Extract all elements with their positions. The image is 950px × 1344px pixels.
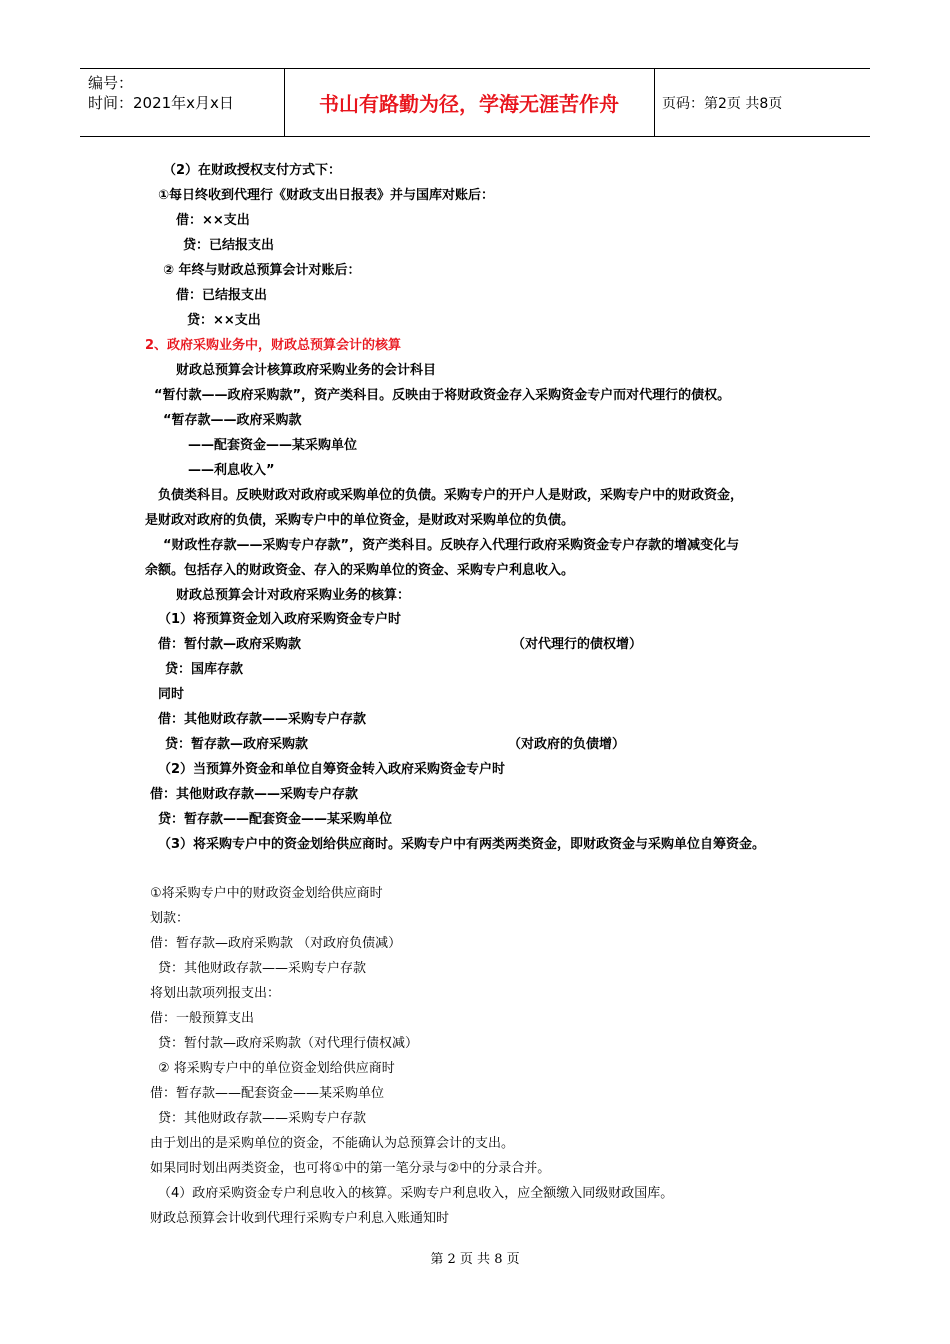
text-line: 贷：暂存款—政府采购款 <box>165 737 309 752</box>
header-meta <box>88 73 234 113</box>
text-line: 划款： <box>150 911 190 926</box>
text-line: 贷：其他财政存款——采购专户存款 <box>158 961 367 976</box>
text-line: 财政总预算会计收到代理行采购专户利息入账通知时 <box>150 1211 450 1226</box>
text-line: 贷：暂存款——配套资金——某采购单位 <box>158 812 393 827</box>
text-line: “财政性存款——采购专户存款”，资产类科目。反映存入代理行政府采购资金专户存款的增减变化与 <box>163 538 740 553</box>
text-line: （2）在财政授权支付方式下： <box>163 163 342 178</box>
note: （对政府的负债增） <box>508 737 626 752</box>
page-footer: 第 2 页 共 8 页 <box>430 1252 520 1267</box>
date-label: 时间：2021年x月x日 <box>88 94 234 112</box>
text-line: 借：一般预算支出 <box>150 1011 255 1026</box>
page-label: 页码：第2页 共8页 <box>662 96 783 112</box>
text-line: ——利息收入” <box>188 463 275 478</box>
text-line: 借：已结报支出 <box>176 288 268 303</box>
text-line: “暂存款——政府采购款 <box>163 413 302 428</box>
number-label: 编号： <box>88 74 134 92</box>
text-line: ② 年终与财政总预算会计对账后： <box>163 263 361 278</box>
text-line: 财政总预算会计核算政府采购业务的会计科目 <box>176 363 437 378</box>
text-line: 负债类科目。反映财政对政府或采购单位的负债。采购专户的开户人是财政，采购专户中的财政资金， <box>158 488 744 503</box>
text-line: ② 将采购专户中的单位资金划给供应商时 <box>158 1061 395 1076</box>
text-line: 贷：国库存款 <box>165 662 244 677</box>
text-line: 由于划出的是采购单位的资金，不能确认为总预算会计的支出。 <box>150 1136 515 1151</box>
document-header <box>80 68 870 137</box>
text-line: 余额。包括存入的财政资金、存入的采购单位的资金、采购专户利息收入。 <box>145 563 575 578</box>
text-line: （4）政府采购资金专户利息收入的核算。采购专户利息收入，应全额缴入同级财政国库。 <box>158 1186 674 1201</box>
text-line: 将划出款项列报支出： <box>150 986 281 1001</box>
text-line: 借：××支出 <box>176 213 250 228</box>
text-line: 借：其他财政存款——采购专户存款 <box>158 712 367 727</box>
note: （对代理行的债权增） <box>512 637 643 652</box>
text-line: ①每日终收到代理行《财政支出日报表》并与国库对账后： <box>158 188 495 203</box>
text-line: ①将采购专户中的财政资金划给供应商时 <box>150 886 383 901</box>
text-line: （3）将采购专户中的资金划给供应商时。采购专户中有两类两类资金，即财政资金与采购单位自筹资金。 <box>158 837 766 852</box>
text-line: 如果同时划出两类资金，也可将①中的第一笔分录与②中的分录合并。 <box>150 1161 551 1176</box>
text-line: 借：暂存款——配套资金——某采购单位 <box>150 1086 385 1101</box>
text-line: 是财政对政府的负债，采购专户中的单位资金，是财政对采购单位的负债。 <box>145 513 575 528</box>
text-line: 贷：其他财政存款——采购专户存款 <box>158 1111 367 1126</box>
section-heading: 2、政府采购业务中，财政总预算会计的核算 <box>145 338 402 353</box>
text-line: 借：其他财政存款——采购专户存款 <box>150 787 359 802</box>
text-line: （2）当预算外资金和单位自筹资金转入政府采购资金专户时 <box>158 762 506 777</box>
header-divider <box>654 69 655 136</box>
text-line: 贷：已结报支出 <box>183 238 275 253</box>
text-line: 贷：××支出 <box>187 313 261 328</box>
text-line: 财政总预算会计对政府采购业务的核算： <box>176 588 411 603</box>
text-line: 贷：暂付款—政府采购款（对代理行债权减） <box>158 1036 419 1051</box>
text-line: （1）将预算资金划入政府采购资金专户时 <box>158 612 402 627</box>
text-line: 借：暂存款—政府采购款 （对政府负债减） <box>150 936 402 951</box>
text-line: ——配套资金——某采购单位 <box>188 438 358 453</box>
text-line: “暂付款——政府采购款”，资产类科目。反映由于将财政资金存入采购资金专户而对代理行的债权。 <box>154 388 731 403</box>
text-line: 同时 <box>158 687 185 702</box>
text-line: 借：暂付款—政府采购款 <box>158 637 302 652</box>
header-slogan: 书山有路勤为径，学海无涯苦作舟 <box>319 92 619 116</box>
